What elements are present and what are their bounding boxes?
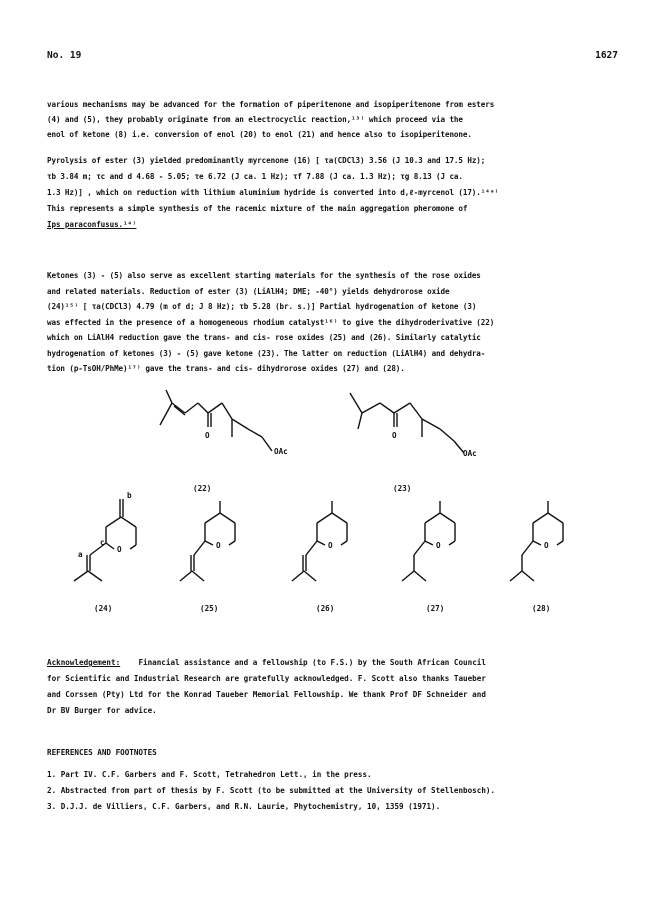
reference-2: 2. Abstracted from part of thesis by F. Scott (to be submitted at the University of Stellenbosch). <box>47 786 496 795</box>
text-line: Ips paraconfusus.¹⁴⁾ <box>47 220 137 229</box>
paragraph-rose-oxides <box>47 268 627 377</box>
compound-26-label: (26) <box>316 604 335 613</box>
text-line: tion (p-TsOH/PhMe)¹⁷⁾ gave the trans- and cis- dihydrorose oxides (27) and (28). <box>47 364 405 373</box>
text-line: This represents a simple synthesis of the racemic mixture of the main aggregation pheromone of <box>47 204 468 213</box>
text-line: 1.3 Hz)] , which on reduction with lithium aluminium hydride is converted into d,ℓ-myrcenol (17).¹⁴ᵃ⁾ <box>47 188 499 197</box>
structure-28 <box>506 495 586 599</box>
compound-24-label: (24) <box>94 604 113 613</box>
text-line: for Scientific and Industrial Research are gratefully acknowledged. F. Scott also thanks Taueber <box>47 674 486 683</box>
oxygen-label: O <box>216 541 221 550</box>
compound-25-label: (25) <box>200 604 219 613</box>
references-title: REFERENCES AND FOOTNOTES <box>47 748 157 757</box>
text-line: which on LiAlH4 reduction gave the trans- and cis- rose oxides (25) and (26). Similarly catalytic <box>47 333 481 342</box>
structure-23 <box>350 395 500 479</box>
text-line: was effected in the presence of a homogeneous rhodium catalyst¹⁶⁾ to give the dihydroderivative (22) <box>47 317 495 327</box>
structure-27 <box>398 495 478 599</box>
oxygen-label: O <box>117 545 122 554</box>
paragraph-pyrolysis <box>47 153 627 233</box>
text-line: various mechanisms may be advanced for the formation of piperitenone and isopiperitenone from esters <box>47 100 495 109</box>
text-line: and related materials. Reduction of ester (3) (LiAlH4; DME; -40°) yields dehydrorose oxide <box>47 286 450 296</box>
journal-number: No. 19 <box>47 50 82 61</box>
acknowledgement-heading: Acknowledgement: <box>47 658 121 667</box>
text-line: (24)¹⁵⁾ [ τa(CDCl3) 4.79 (m of d; J 8 Hz); τb 5.28 (br. s.)] Partial hydrogenation of ketone (3) <box>47 302 477 311</box>
text-line: τb 3.84 m; τc and d 4.68 - 5.05; τe 6.72 (J ca. 1 Hz); τf 7.88 (J ca. 1.3 Hz); τg 8.13 (J ca. <box>47 172 463 181</box>
text-line: enol of ketone (8) i.e. conversion of enol (20) to enol (21) and hence also to isopiperitenone. <box>47 130 472 139</box>
oxygen-label: O <box>205 431 210 440</box>
structure-22 <box>150 395 300 479</box>
compound-27-label: (27) <box>426 604 445 613</box>
text-line: and Corssen (Pty) Ltd for the Konrad Taueber Memorial Fellowship. We thank Prof DF Schneider and <box>47 690 486 699</box>
compound-23-label: (23) <box>393 484 412 493</box>
atom-b-label: b <box>127 491 132 500</box>
oxygen-label: O <box>436 541 441 550</box>
paragraph-mechanisms <box>47 97 627 142</box>
structure-24-drawing <box>68 485 158 595</box>
text-line: hydrogenation of ketones (3) - (5) gave ketone (23). The latter on reduction (LiAlH4) and dehydra- <box>47 348 486 358</box>
oxygen-label: O <box>328 541 333 550</box>
compound-28-label: (28) <box>532 604 551 613</box>
page-number: 1627 <box>595 50 618 61</box>
atom-c-label: c <box>100 538 105 547</box>
atom-a-label: a <box>78 550 83 559</box>
acetate-label: OAc <box>274 447 288 456</box>
oxygen-label: O <box>392 431 397 440</box>
compound-22-label: (22) <box>193 484 212 493</box>
acetate-label: OAc <box>463 449 477 458</box>
reference-1: 1. Part IV. C.F. Garbers and F. Scott, Tetrahedron Lett., in the press. <box>47 770 372 779</box>
text-line: Financial assistance and a fellowship (to F.S.) by the South African Council <box>138 658 486 667</box>
structure-23-drawing <box>350 395 500 475</box>
text-line: Ketones (3) - (5) also serve as excellent starting materials for the synthesis of the rose oxides <box>47 271 481 280</box>
structure-25 <box>180 495 260 599</box>
structure-24 <box>68 485 158 599</box>
text-line: Dr BV Burger for advice. <box>47 706 157 715</box>
structure-26 <box>288 495 368 599</box>
text-line: Pyrolysis of ester (3) yielded predominantly myrcenone (16) [ τa(CDCl3) 3.56 (J 10.3 and 17.5 Hz); <box>47 156 486 165</box>
acknowledgement <box>47 655 637 719</box>
structure-22-drawing <box>150 395 300 475</box>
oxygen-label: O <box>544 541 549 550</box>
text-line: (4) and (5), they probably originate from an electrocyclic reaction,¹³⁾ which proceed via the <box>47 115 463 124</box>
reference-3: 3. D.J.J. de Villiers, C.F. Garbers, and R.N. Laurie, Phytochemistry, 10, 1359 (1971). <box>47 802 441 811</box>
